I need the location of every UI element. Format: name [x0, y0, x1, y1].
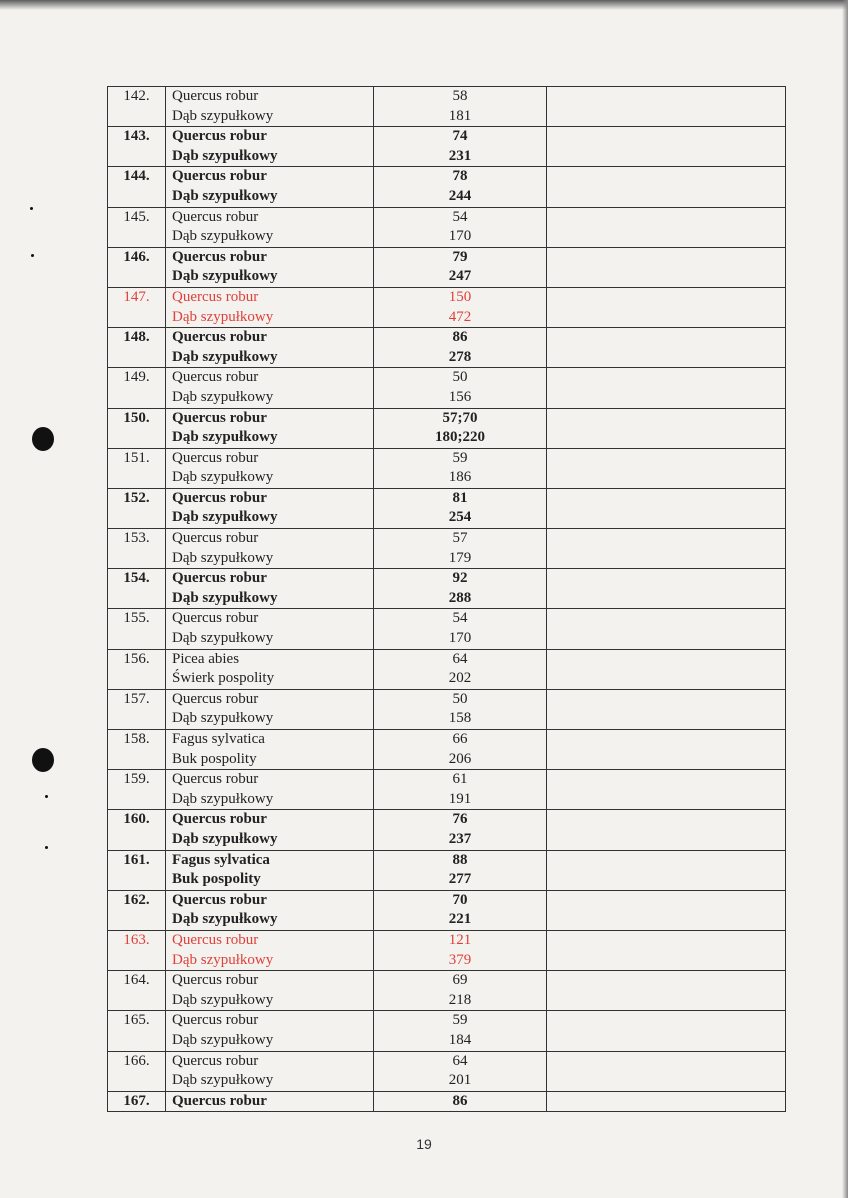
- row-number-cell: [108, 930, 166, 970]
- species-cell: [166, 287, 374, 327]
- table-row: [108, 488, 786, 528]
- diameter-value: 79: [452, 248, 468, 265]
- measurement-cell: [374, 1091, 547, 1112]
- row-number-cell: [108, 529, 166, 569]
- page-number: 19: [416, 1136, 432, 1152]
- table-row: [108, 730, 786, 770]
- row-number: 154.: [123, 570, 150, 587]
- speck-mark: [45, 795, 48, 798]
- measurement-cell: [374, 890, 547, 930]
- row-number-cell: [108, 569, 166, 609]
- latin-name: Quercus robur: [172, 1052, 259, 1069]
- polish-name: Dąb szypułkowy: [172, 1031, 274, 1048]
- table-row: [108, 1091, 786, 1112]
- polish-name: Dąb szypułkowy: [172, 710, 274, 727]
- circumference-value: 179: [448, 549, 472, 566]
- row-number-cell: [108, 770, 166, 810]
- species-cell: [166, 1011, 374, 1051]
- species-cell: [166, 810, 374, 850]
- polish-name: Dąb szypułkowy: [172, 308, 274, 325]
- scan-edge-right: [842, 0, 848, 1198]
- polish-name: Dąb szypułkowy: [172, 951, 274, 968]
- polish-name: Dąb szypułkowy: [172, 228, 274, 245]
- circumference-value: 170: [448, 228, 472, 245]
- notes-cell: [547, 1011, 786, 1051]
- table-row: [108, 810, 786, 850]
- diameter-value: 57;70: [442, 409, 478, 426]
- table-row: [108, 328, 786, 368]
- circumference-value: 186: [448, 469, 472, 486]
- row-number: 155.: [123, 610, 150, 627]
- species-cell: [166, 1091, 374, 1112]
- row-number: 149.: [123, 369, 150, 386]
- polish-name: Dąb szypułkowy: [172, 830, 278, 847]
- polish-name: Dąb szypułkowy: [172, 911, 278, 928]
- species-cell: [166, 448, 374, 488]
- notes-cell: [547, 730, 786, 770]
- measurement-cell: [374, 1011, 547, 1051]
- circumference-value: 184: [448, 1031, 472, 1048]
- notes-cell: [547, 488, 786, 528]
- row-number-cell: [108, 730, 166, 770]
- scan-edge-top: [0, 0, 848, 10]
- row-number-cell: [108, 1011, 166, 1051]
- diameter-value: 86: [452, 329, 468, 346]
- latin-name: Fagus sylvatica: [172, 851, 270, 868]
- species-cell: [166, 247, 374, 287]
- diameter-value: 92: [452, 570, 468, 587]
- row-number: 164.: [123, 972, 150, 989]
- row-number: 143.: [123, 128, 150, 145]
- notes-cell: [547, 971, 786, 1011]
- polish-name: Dąb szypułkowy: [172, 147, 278, 164]
- diameter-value: 78: [452, 168, 468, 185]
- circumference-value: 206: [448, 750, 472, 767]
- diameter-value: 50: [452, 369, 468, 386]
- table-row: [108, 448, 786, 488]
- circumference-value: 170: [448, 630, 472, 647]
- diameter-value: 121: [448, 931, 472, 948]
- notes-cell: [547, 689, 786, 729]
- table-row: [108, 971, 786, 1011]
- row-number: 145.: [123, 208, 150, 225]
- notes-cell: [547, 87, 786, 127]
- polish-name: Dąb szypułkowy: [172, 589, 278, 606]
- measurement-cell: [374, 850, 547, 890]
- notes-cell: [547, 770, 786, 810]
- row-number: 144.: [123, 168, 150, 185]
- measurement-cell: [374, 529, 547, 569]
- circumference-value: 278: [448, 348, 472, 365]
- row-number: 156.: [123, 650, 150, 667]
- polish-name: Dąb szypułkowy: [172, 348, 278, 365]
- circumference-value: 201: [448, 1072, 472, 1089]
- notes-cell: [547, 287, 786, 327]
- row-number: 166.: [123, 1052, 150, 1069]
- diameter-value: 58: [452, 88, 468, 104]
- notes-cell: [547, 328, 786, 368]
- polish-name: Dąb szypułkowy: [172, 509, 278, 526]
- species-cell: [166, 730, 374, 770]
- table-row: [108, 609, 786, 649]
- polish-name: Dąb szypułkowy: [172, 630, 274, 647]
- latin-name: Quercus robur: [172, 931, 259, 948]
- measurement-cell: [374, 247, 547, 287]
- row-number: 150.: [123, 409, 150, 426]
- row-number: 165.: [123, 1012, 150, 1029]
- row-number: 161.: [123, 851, 150, 868]
- row-number-cell: [108, 167, 166, 207]
- circumference-value: 472: [448, 308, 472, 325]
- circumference-value: 254: [448, 509, 472, 526]
- table-row: [108, 287, 786, 327]
- row-number-cell: [108, 448, 166, 488]
- diameter-value: 64: [452, 1052, 468, 1069]
- row-number-cell: [108, 609, 166, 649]
- table-row: [108, 1011, 786, 1051]
- row-number: 148.: [123, 329, 150, 346]
- row-number-cell: [108, 1091, 166, 1112]
- circumference-value: 277: [448, 871, 472, 888]
- diameter-value: 64: [452, 650, 468, 667]
- circumference-value: 379: [448, 951, 472, 968]
- row-number-cell: [108, 127, 166, 167]
- latin-name: Quercus robur: [172, 811, 267, 828]
- notes-cell: [547, 890, 786, 930]
- circumference-value: 221: [448, 911, 472, 928]
- row-number-cell: [108, 689, 166, 729]
- diameter-value: 88: [452, 851, 468, 868]
- species-cell: [166, 408, 374, 448]
- speck-mark: [31, 254, 34, 257]
- species-cell: [166, 328, 374, 368]
- circumference-value: 202: [448, 670, 472, 687]
- table-row: [108, 569, 786, 609]
- polish-name: Dąb szypułkowy: [172, 991, 274, 1008]
- polish-name: Dąb szypułkowy: [172, 107, 274, 124]
- polish-name: Dąb szypułkowy: [172, 790, 274, 807]
- latin-name: Quercus robur: [172, 1092, 267, 1109]
- measurement-cell: [374, 609, 547, 649]
- species-cell: [166, 770, 374, 810]
- table-row: [108, 408, 786, 448]
- latin-name: Quercus robur: [172, 891, 267, 908]
- latin-name: Quercus robur: [172, 1012, 259, 1029]
- row-number-cell: [108, 287, 166, 327]
- species-cell: [166, 850, 374, 890]
- notes-cell: [547, 649, 786, 689]
- species-cell: [166, 890, 374, 930]
- circumference-value: 156: [448, 388, 472, 405]
- measurement-cell: [374, 207, 547, 247]
- polish-name: Dąb szypułkowy: [172, 469, 274, 486]
- latin-name: Quercus robur: [172, 449, 259, 466]
- measurement-cell: [374, 971, 547, 1011]
- diameter-value: 150: [448, 288, 472, 305]
- latin-name: Quercus robur: [172, 369, 259, 386]
- table-row: [108, 689, 786, 729]
- measurement-cell: [374, 87, 547, 127]
- measurement-cell: [374, 730, 547, 770]
- punch-hole-mark: [32, 427, 54, 451]
- polish-name: Dąb szypułkowy: [172, 268, 278, 285]
- speck-mark: [45, 846, 48, 849]
- measurement-cell: [374, 328, 547, 368]
- latin-name: Picea abies: [172, 650, 240, 667]
- row-number: 167.: [123, 1092, 150, 1109]
- table-body: [108, 87, 786, 1112]
- row-number: 151.: [123, 449, 150, 466]
- notes-cell: [547, 1091, 786, 1112]
- species-cell: [166, 569, 374, 609]
- measurement-cell: [374, 368, 547, 408]
- measurement-cell: [374, 930, 547, 970]
- measurement-cell: [374, 770, 547, 810]
- diameter-value: 54: [452, 208, 468, 225]
- row-number-cell: [108, 368, 166, 408]
- row-number-cell: [108, 850, 166, 890]
- row-number-cell: [108, 247, 166, 287]
- circumference-value: 231: [448, 147, 472, 164]
- table-row: [108, 87, 786, 127]
- notes-cell: [547, 850, 786, 890]
- notes-cell: [547, 408, 786, 448]
- row-number: 147.: [123, 288, 150, 305]
- row-number: 146.: [123, 248, 150, 265]
- polish-name: Dąb szypułkowy: [172, 388, 274, 405]
- diameter-value: 66: [452, 731, 468, 747]
- polish-name: Dąb szypułkowy: [172, 1072, 274, 1089]
- latin-name: Quercus robur: [172, 208, 259, 225]
- circumference-value: 218: [448, 991, 472, 1008]
- row-number: 157.: [123, 690, 150, 707]
- measurement-cell: [374, 167, 547, 207]
- diameter-value: 86: [452, 1092, 468, 1109]
- diameter-value: 50: [452, 690, 468, 707]
- row-number: 163.: [123, 931, 150, 948]
- speck-mark: [30, 207, 33, 210]
- species-cell: [166, 609, 374, 649]
- table-row: [108, 930, 786, 970]
- species-cell: [166, 167, 374, 207]
- species-cell: [166, 87, 374, 127]
- row-number: 158.: [123, 731, 150, 747]
- measurement-cell: [374, 448, 547, 488]
- latin-name: Fagus sylvatica: [172, 731, 265, 747]
- row-number-cell: [108, 810, 166, 850]
- table-row: [108, 529, 786, 569]
- notes-cell: [547, 609, 786, 649]
- row-number-cell: [108, 1051, 166, 1091]
- row-number: 152.: [123, 489, 150, 506]
- species-cell: [166, 930, 374, 970]
- species-cell: [166, 127, 374, 167]
- table-row: [108, 1051, 786, 1091]
- notes-cell: [547, 448, 786, 488]
- latin-name: Quercus robur: [172, 128, 267, 145]
- latin-name: Quercus robur: [172, 329, 267, 346]
- measurement-cell: [374, 810, 547, 850]
- notes-cell: [547, 810, 786, 850]
- notes-cell: [547, 930, 786, 970]
- row-number-cell: [108, 971, 166, 1011]
- latin-name: Quercus robur: [172, 248, 267, 265]
- notes-cell: [547, 207, 786, 247]
- diameter-value: 61: [452, 771, 468, 788]
- diameter-value: 69: [452, 972, 468, 989]
- species-cell: [166, 971, 374, 1011]
- circumference-value: 237: [448, 830, 472, 847]
- latin-name: Quercus robur: [172, 88, 259, 104]
- punch-hole-mark: [32, 748, 54, 772]
- latin-name: Quercus robur: [172, 288, 259, 305]
- row-number-cell: [108, 87, 166, 127]
- row-number: 160.: [123, 811, 150, 828]
- row-number: 142.: [123, 88, 150, 104]
- diameter-value: 74: [452, 128, 468, 145]
- table-row: [108, 167, 786, 207]
- polish-name: Dąb szypułkowy: [172, 429, 278, 446]
- polish-name: Dąb szypułkowy: [172, 187, 278, 204]
- measurement-cell: [374, 689, 547, 729]
- circumference-value: 247: [448, 268, 472, 285]
- table-row: [108, 368, 786, 408]
- measurement-cell: [374, 1051, 547, 1091]
- notes-cell: [547, 1051, 786, 1091]
- measurement-cell: [374, 488, 547, 528]
- circumference-value: 244: [448, 187, 472, 204]
- diameter-value: 59: [452, 449, 468, 466]
- polish-name: Świerk pospolity: [172, 670, 275, 687]
- species-cell: [166, 207, 374, 247]
- polish-name: Buk pospolity: [172, 750, 257, 767]
- table-row: [108, 207, 786, 247]
- diameter-value: 54: [452, 610, 468, 627]
- row-number-cell: [108, 890, 166, 930]
- species-cell: [166, 368, 374, 408]
- polish-name: Buk pospolity: [172, 871, 261, 888]
- species-cell: [166, 649, 374, 689]
- latin-name: Quercus robur: [172, 771, 259, 788]
- species-cell: [166, 529, 374, 569]
- measurement-cell: [374, 287, 547, 327]
- circumference-value: 191: [448, 790, 472, 807]
- row-number: 162.: [123, 891, 150, 908]
- table-row: [108, 247, 786, 287]
- measurement-cell: [374, 408, 547, 448]
- circumference-value: 181: [448, 107, 472, 124]
- table-row: [108, 770, 786, 810]
- measurement-cell: [374, 127, 547, 167]
- diameter-value: 59: [452, 1012, 468, 1029]
- notes-cell: [547, 167, 786, 207]
- latin-name: Quercus robur: [172, 489, 267, 506]
- latin-name: Quercus robur: [172, 168, 267, 185]
- measurement-cell: [374, 649, 547, 689]
- row-number-cell: [108, 328, 166, 368]
- latin-name: Quercus robur: [172, 530, 259, 547]
- circumference-value: 158: [448, 710, 472, 727]
- tree-inventory-table: [107, 86, 786, 1112]
- species-cell: [166, 689, 374, 729]
- latin-name: Quercus robur: [172, 409, 267, 426]
- species-cell: [166, 1051, 374, 1091]
- latin-name: Quercus robur: [172, 570, 267, 587]
- table-row: [108, 127, 786, 167]
- diameter-value: 57: [452, 530, 468, 547]
- row-number: 153.: [123, 530, 150, 547]
- measurement-cell: [374, 569, 547, 609]
- species-cell: [166, 488, 374, 528]
- latin-name: Quercus robur: [172, 610, 259, 627]
- notes-cell: [547, 247, 786, 287]
- notes-cell: [547, 529, 786, 569]
- diameter-value: 81: [452, 489, 468, 506]
- row-number-cell: [108, 408, 166, 448]
- row-number-cell: [108, 649, 166, 689]
- table-row: [108, 850, 786, 890]
- table-row: [108, 649, 786, 689]
- circumference-value: 180;220: [435, 429, 485, 446]
- row-number-cell: [108, 207, 166, 247]
- row-number: 159.: [123, 771, 150, 788]
- notes-cell: [547, 368, 786, 408]
- circumference-value: 288: [448, 589, 472, 606]
- latin-name: Quercus robur: [172, 690, 259, 707]
- table-row: [108, 890, 786, 930]
- diameter-value: 70: [452, 891, 468, 908]
- diameter-value: 76: [452, 811, 468, 828]
- polish-name: Dąb szypułkowy: [172, 549, 274, 566]
- notes-cell: [547, 127, 786, 167]
- notes-cell: [547, 569, 786, 609]
- latin-name: Quercus robur: [172, 972, 259, 989]
- row-number-cell: [108, 488, 166, 528]
